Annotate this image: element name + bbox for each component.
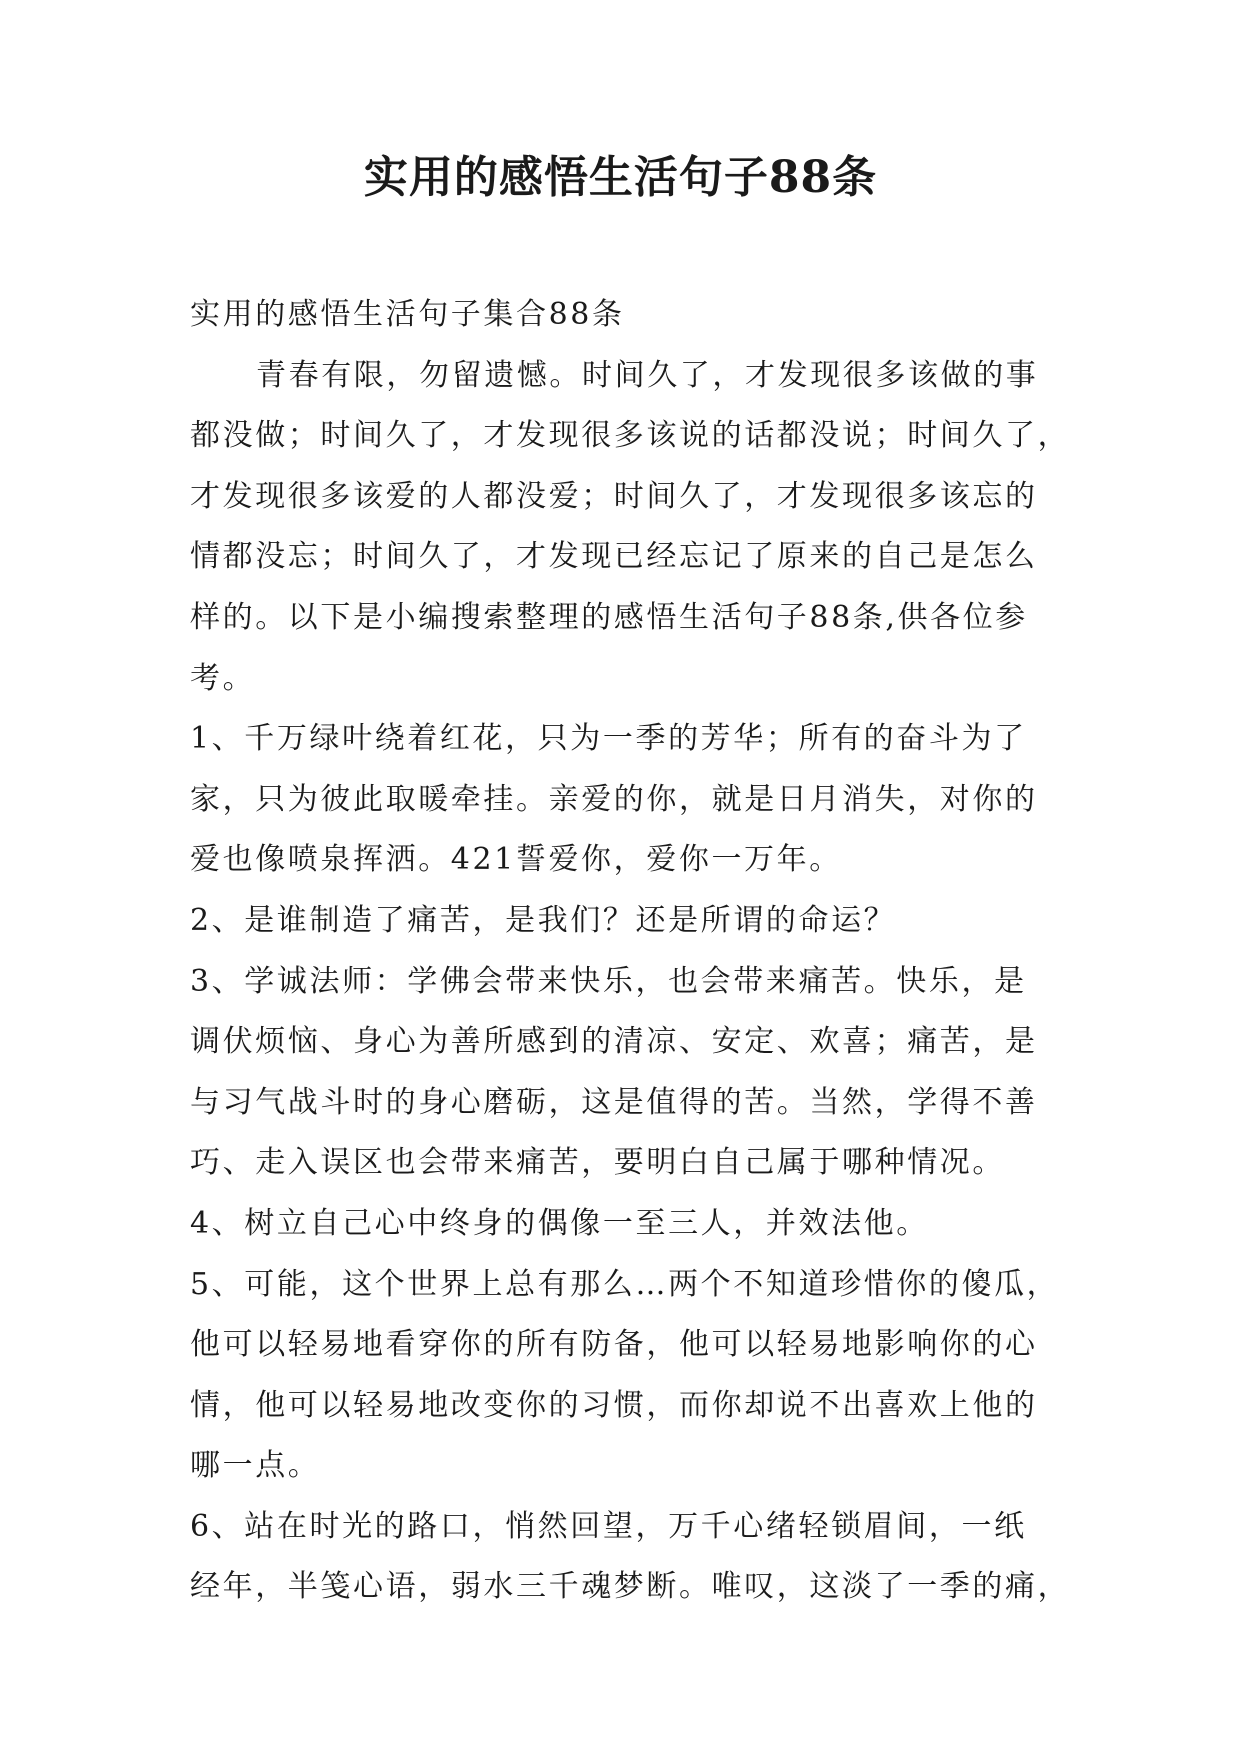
body-line: 实用的感悟生活句子集合88条 <box>190 297 625 332</box>
body-line: 都没做；时间久了，才发现很多该说的话都没说；时间久了， <box>190 418 1071 454</box>
body-line: 才发现很多该爱的人都没爱；时间久了，才发现很多该忘的 <box>190 478 1038 514</box>
body-line: 4、树立自己心中终身的偶像一至三人，并效法他。 <box>190 1205 929 1241</box>
body-line: 情都没忘；时间久了，才发现已经忘记了原来的自己是怎么 <box>190 539 1038 575</box>
document-title: 实用的感悟生活句子88条 <box>363 152 878 203</box>
body-line: 1、千万绿叶绕着红花，只为一季的芳华；所有的奋斗为了 <box>190 721 1027 757</box>
document-body <box>190 295 1070 1628</box>
body-line: 爱也像喷泉挥洒。421誓爱你，爱你一万年。 <box>190 842 842 878</box>
body-line: 家，只为彼此取暖牵挂。亲爱的你，就是日月消失，对你的 <box>190 781 1038 817</box>
body-line: 与习气战斗时的身心磨砺，这是值得的苦。当然，学得不善 <box>190 1084 1038 1120</box>
body-line: 青春有限，勿留遗憾。时间久了，才发现很多该做的事 <box>256 357 1039 393</box>
body-line: 3、学诚法师：学佛会带来快乐，也会带来痛苦。快乐，是 <box>190 963 1027 999</box>
body-line: 他可以轻易地看穿你的所有防备，他可以轻易地影响你的心 <box>190 1327 1038 1363</box>
body-line: 巧、走入误区也会带来痛苦，要明白自己属于哪种情况。 <box>190 1145 1005 1181</box>
body-line: 情，他可以轻易地改变你的习惯，而你却说不出喜欢上他的 <box>190 1387 1038 1423</box>
body-line: 哪一点。 <box>190 1448 321 1484</box>
body-line: 调伏烦恼、身心为善所感到的清凉、安定、欢喜；痛苦，是 <box>190 1024 1038 1060</box>
body-line: 考。 <box>190 660 256 696</box>
body-line: 5、可能，这个世界上总有那么…两个不知道珍惜你的傻瓜， <box>190 1266 1060 1302</box>
body-line: 6、站在时光的路口，悄然回望，万千心绪轻锁眉间，一纸 <box>190 1508 1027 1544</box>
body-line: 2、是谁制造了痛苦，是我们？还是所谓的命运？ <box>190 902 897 938</box>
body-line: 经年，半笺心语，弱水三千魂梦断。唯叹，这淡了一季的痛， <box>190 1569 1071 1605</box>
body-line: 样的。以下是小编搜索整理的感悟生活句子88条,供各位参 <box>190 599 1028 635</box>
